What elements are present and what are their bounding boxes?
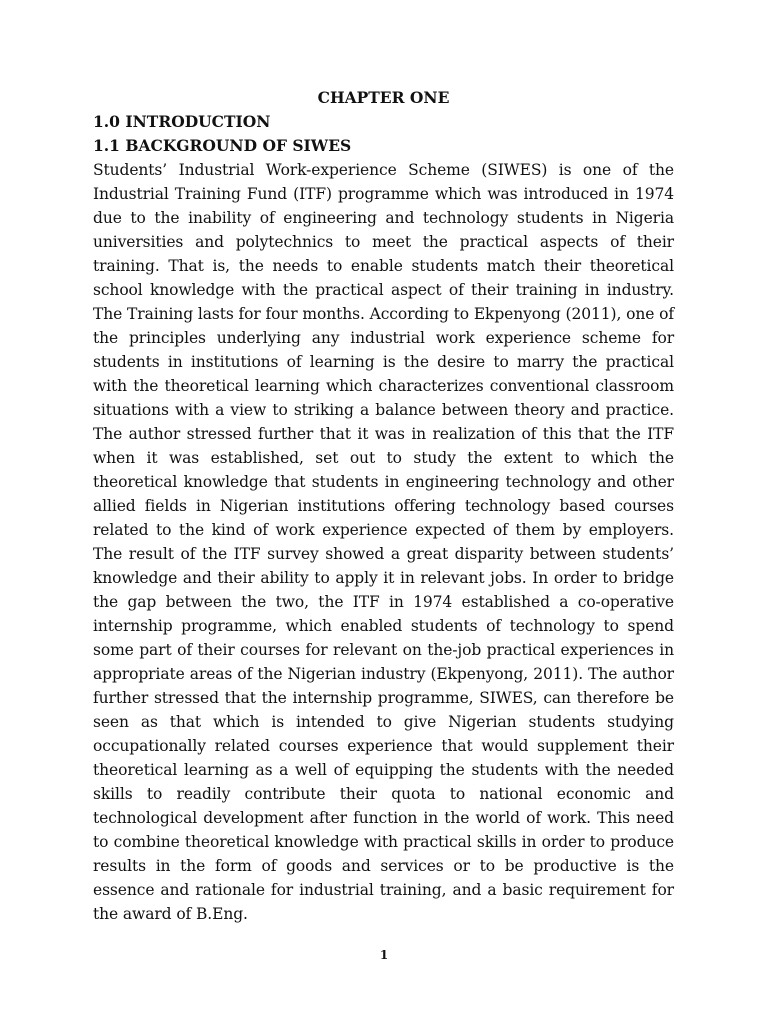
subsection-heading: 1.1 BACKGROUND OF SIWES [93, 136, 352, 155]
body-paragraph: Students’ Industrial Work-experience Scheme (SIWES) is one of the Industrial Training Fund (ITF) programme which was introduced in 1974 due to the inability of engineering and technology students in Nigeria universities and polytechnics to meet the practical aspects of their training. That is, the needs to enable students match their theoretical school knowledge with the practical aspect of their training in industry. The Training lasts for four months. According to Ekpenyong (2011), one of the principles underlying any industrial work experience scheme for students in institutions of learning is the desire to marry the practical with the theoretical learning which characterizes conventional classroom situations with a view to striking a balance between theory and practice. The author stressed further that it was in realization of this that the ITF when it was established, set out to study the extent to which the theoretical knowledge that students in engineering technology and other allied fields in Nigerian institutions offering technology based courses related to the kind of work experience expected of them by employers. The result of the ITF survey showed a great disparity between students’ knowledge and their ability to apply it in relevant jobs. In order to bridge the gap between the two, the ITF in 1974 established a co-operative internship programme, which enabled students of technology to spend some part of their courses for relevant on the-job practical experiences in appropriate areas of the Nigerian industry (Ekpenyong, 2011). The author further stressed that the internship programme, SIWES, can therefore be seen as that which is intended to give Nigerian students studying occupationally related courses experience that would supplement their theoretical learning as a well of equipping the students with the needed skills to readily contribute their quota to national economic and technological development after function in the world of work. This need to combine theoretical knowledge with practical skills in order to produce results in the form of goods and services or to be productive is the essence and rationale for industrial training, and a basic requirement for the award of B.Eng. [93, 161, 675, 923]
chapter-title: CHAPTER ONE [317, 88, 450, 107]
section-heading: 1.0 INTRODUCTION [93, 112, 271, 131]
page-content [93, 86, 674, 926]
page-number: 1 [379, 948, 389, 962]
